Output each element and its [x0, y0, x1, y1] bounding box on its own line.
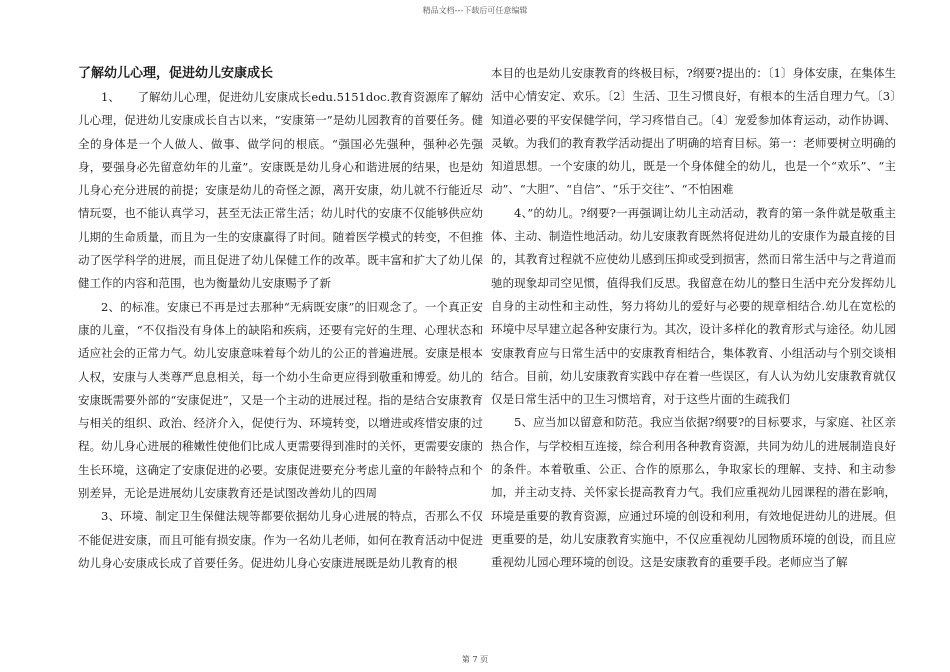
paragraph-5: 5、应当加以留意和防范。我应当依据?纲要?的目标要求，与家庭、社区亲热合作，与学校相互连接，综合利用各种教育资源，共同为幼儿的进展制造良好的条件。本着敬重、公正、合作的原那么，争取家长的理解、支持、和主动参加，并主动支持、关怀家长提高教育力气。我们应重视幼儿园课程的潜在影响，环境是重要的教育资源，应通过环境的创设和利用，有效地促进幼儿的进展。但更重要的是，幼儿安康教育实施中，不仅应重视幼儿园物质环境的创设，而且应重视幼儿园心理环境的创设。这是安康教育的重要手段。老师应当了解	[491, 415, 896, 570]
right-column	[491, 62, 896, 575]
page-number: 第 7 页	[461, 655, 489, 664]
left-column	[78, 62, 483, 575]
paragraph-3: 3、环境、制定卫生保健法规等都要依据幼儿身心进展的特点，否那么不仅不能促进安康，而且可能有损安康。作为一名幼儿老师，如何在教育活动中促进幼儿身心安康成长成了首要任务。促进幼儿身心安康进展既是幼儿教育的根	[78, 509, 483, 570]
paragraph-1: 1、 了解幼儿心理，促进幼儿安康成长edu.5151doc.教育资源库了解幼儿心理，促进幼儿安康成长自古以来，“安康第一”是幼儿园教育的首要任务。健全的身体是一个人做人、做事、做学问的根底。“强国必先强种，强种必先强身，要强身必先留意幼年的儿童”。安康既是幼儿身心和谐进展的结果，也是幼儿身心充分进展的前提；安康是幼儿的奇怪之源，离开安康，幼儿就不行能近尽情玩耍，也不能认真学习，甚至无法正常生活；幼儿时代的安康不仅能够供应幼儿期的生命质量，而且为一生的安康赢得了时间。随着医学模式的转变，不但推动了医学科学的进展，而且促进了幼儿保健工作的改革。既丰富和扩大了幼儿保健工作的内容和范围，也为衡量幼儿安康赐予了新	[78, 90, 483, 291]
page-header: 精品文档---下载后可任意编辑	[422, 6, 528, 15]
paragraph-continued: 本目的也是幼儿安康教育的终极目标，?纲要?提出的：〔1〕身体安康，在集体生活中心情安定、欢乐。〔2〕生活、卫生习惯良好，有根本的生活自理力气。〔3〕知道必要的平安保健学问，学习疼惜自己。〔4〕宠爱参加体育运动，动作协调、灵敏。为我们的教育教学活动提出了明确的培育目标。第一：老师要树立明确的知道思想。一个安康的幼儿，既是一个身体健全的幼儿，也是一个“欢乐”、“主动”、“大胆”、“自信”、“乐于交往”、“不怕困难	[491, 66, 896, 197]
document-title: 了解幼儿心理，促进幼儿安康成长	[78, 66, 274, 81]
paragraph-2: 2、的标准。安康已不再是过去那种“无病既安康”的旧观念了。一个真正安康的儿童，“不仅指没有身体上的缺陷和疾病，还要有完好的生理、心理状态和适应社会的正常力气。幼儿安康意味着每个幼儿的公正的普遍进展。安康是根本人权，安康与人类尊严息息相关，每一个幼小生命更应得到敬重和博爱。幼儿的安康既需要外部的“安康促进”，又是一个主动的进展过程。指的是结合安康教育与相关的组织、政治、经济介入，促使行为、环境转变，以增进或疼惜安康的过程。幼儿身心进展的稚嫩性使他们比成人更需要得到准时的关怀，更需要安康的生长环境，这确定了安康促进的必要。安康促进要充分考虑儿童的年龄特点和个别差异，无论是进展幼儿安康教育还是试图改善幼儿的四周	[78, 299, 483, 501]
paragraph-4: 4、”的幼儿。?纲要?一再强调让幼儿主动活动，教育的第一条件就是敬重主体、主动、制造性地活动。幼儿安康教育既然将促进幼儿的安康作为最直接的目的，其教育过程就不应使幼儿感到压抑或受到损害，然而日常生活中与之背道而驰的现象却司空见惯，值得我们反思。我留意在幼儿的整日生活中充分发挥幼儿自身的主动性和主动性，努力将幼儿的爱好与必要的规章相结合.幼儿在宽松的环境中尽早建立起各种安康行为。其次，设计多样化的教育形式与途径。幼儿园安康教育应与日常生活中的安康教育相结合，集体教育、小组活动与个别交谈相结合。目前，幼儿安康教育实践中存在着一些误区，有人认为幼儿安康教育就仅仅是日常生活中的卫生习惯培育，对于这些片面的生疏我们	[491, 205, 896, 407]
